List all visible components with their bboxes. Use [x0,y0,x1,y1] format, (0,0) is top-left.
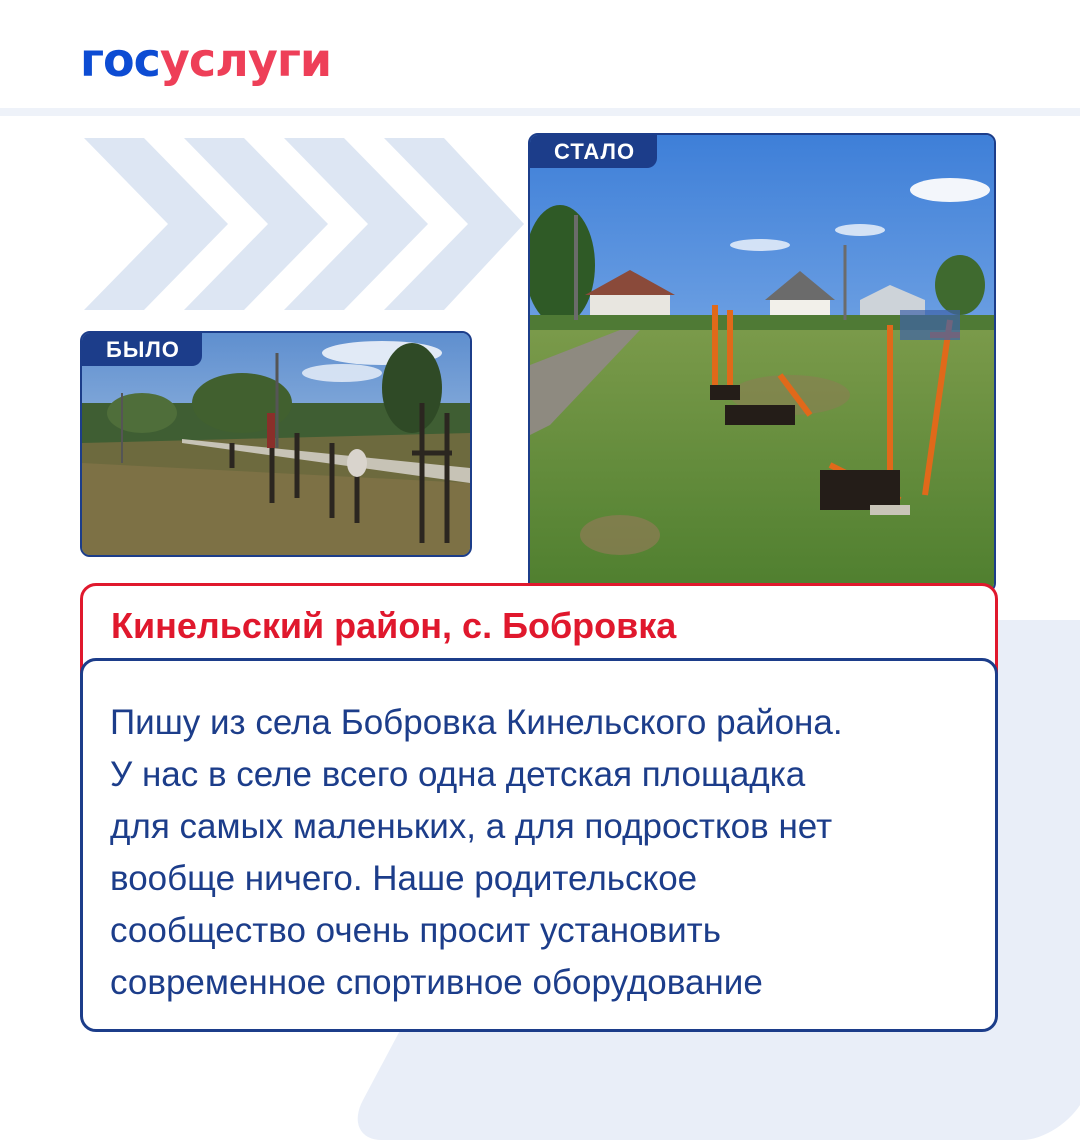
after-label: СТАЛО [530,135,657,168]
paragraph-line: вообще ничего. Наше родительское [110,859,698,898]
chevron-arrows-icon [84,138,524,310]
before-label: БЫЛО [82,333,202,366]
paragraph-line: У нас в селе всего одна детская площадка [110,755,806,794]
logo-part-2: услуги [159,33,332,87]
paragraph-line: Пишу из села Бобровка Кинельского района. [110,703,843,742]
paragraph-line: сообщество очень просит установить [110,911,721,950]
card-title: Кинельский район, с. Бобровка [111,605,677,646]
header [0,0,1080,116]
after-photo [528,133,996,593]
card-paragraph [110,697,990,1009]
paragraph-line: современное спортивное оборудование [110,963,763,1002]
before-photo [80,331,472,557]
gosuslugi-logo[interactable] [80,30,331,90]
text-card [80,658,998,1032]
before-photo-image [82,333,470,555]
paragraph-line: для самых маленьких, а для подростков нет [110,807,833,846]
logo-part-1: гос [80,33,160,87]
after-photo-image [530,135,994,591]
